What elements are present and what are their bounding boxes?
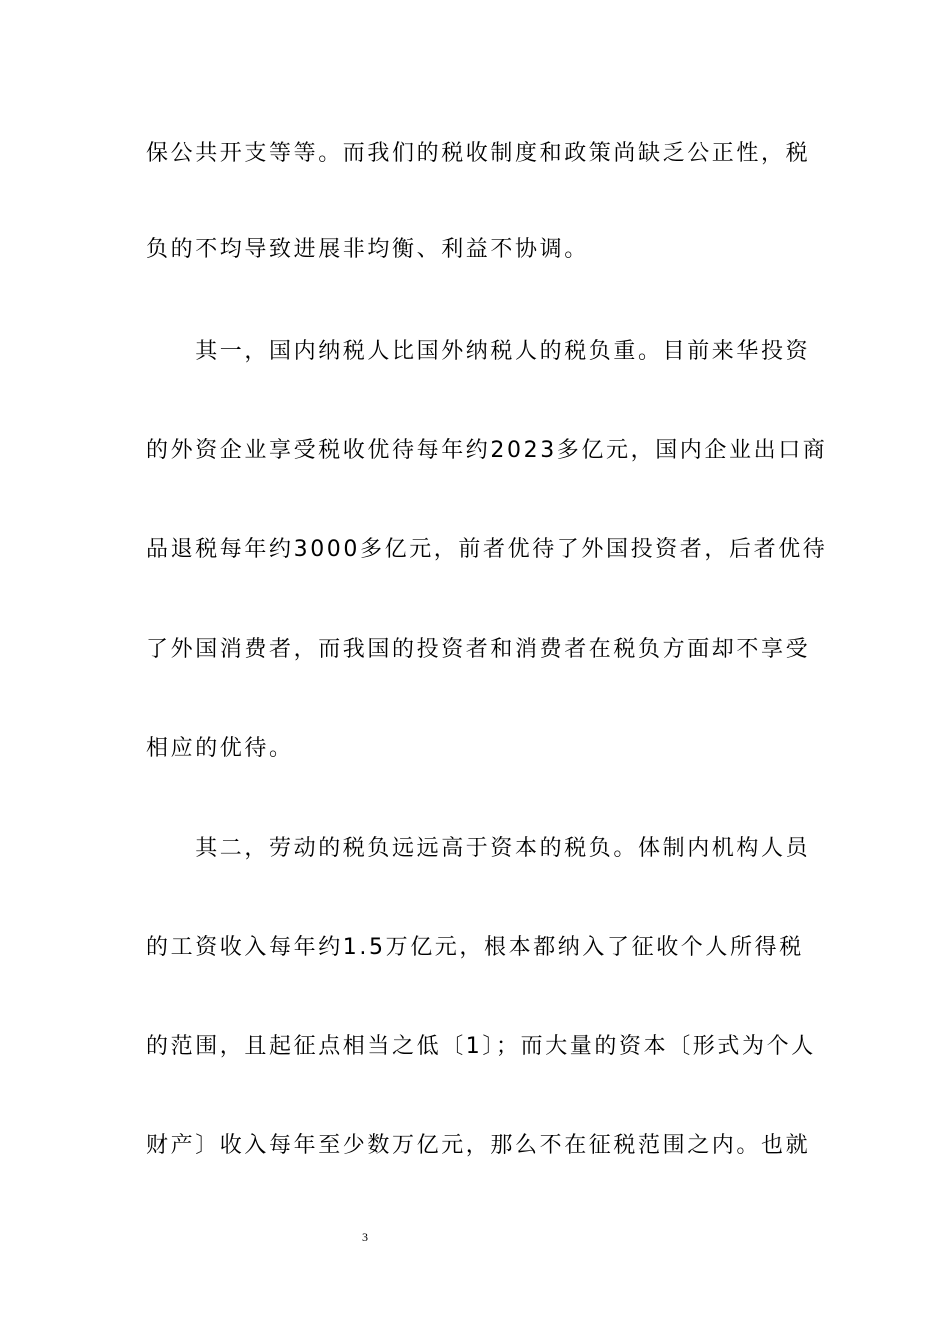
- text-line: 相应的优待。: [146, 736, 294, 761]
- text-line: 品退税每年约3000多亿元，前者优待了外国投资者，后者优待: [146, 537, 828, 562]
- text-line: 负的不均导致进展非均衡、利益不协调。: [146, 237, 589, 262]
- text-line: 的外资企业享受税收优待每年约2023多亿元，国内企业出口商: [146, 438, 828, 463]
- text-line: 财产〕收入每年至少数万亿元，那么不在征税范围之内。也就: [146, 1133, 811, 1158]
- page-number: 3: [362, 1230, 368, 1244]
- text-line: 的范围，且起征点相当之低〔1〕；而大量的资本〔形式为个人: [146, 1034, 816, 1059]
- text-line: 保公共开支等等。而我们的税收制度和政策尚缺乏公正性，税: [146, 141, 811, 166]
- text-line: 其二，劳动的税负远远高于资本的税负。体制内机构人员: [146, 836, 811, 861]
- text-line: 的工资收入每年约1.5万亿元，根本都纳入了征收个人所得税: [146, 935, 804, 960]
- text-line: 了外国消费者，而我国的投资者和消费者在税负方面却不享受: [146, 637, 811, 662]
- text-line: 其一，国内纳税人比国外纳税人的税负重。目前来华投资: [146, 339, 811, 364]
